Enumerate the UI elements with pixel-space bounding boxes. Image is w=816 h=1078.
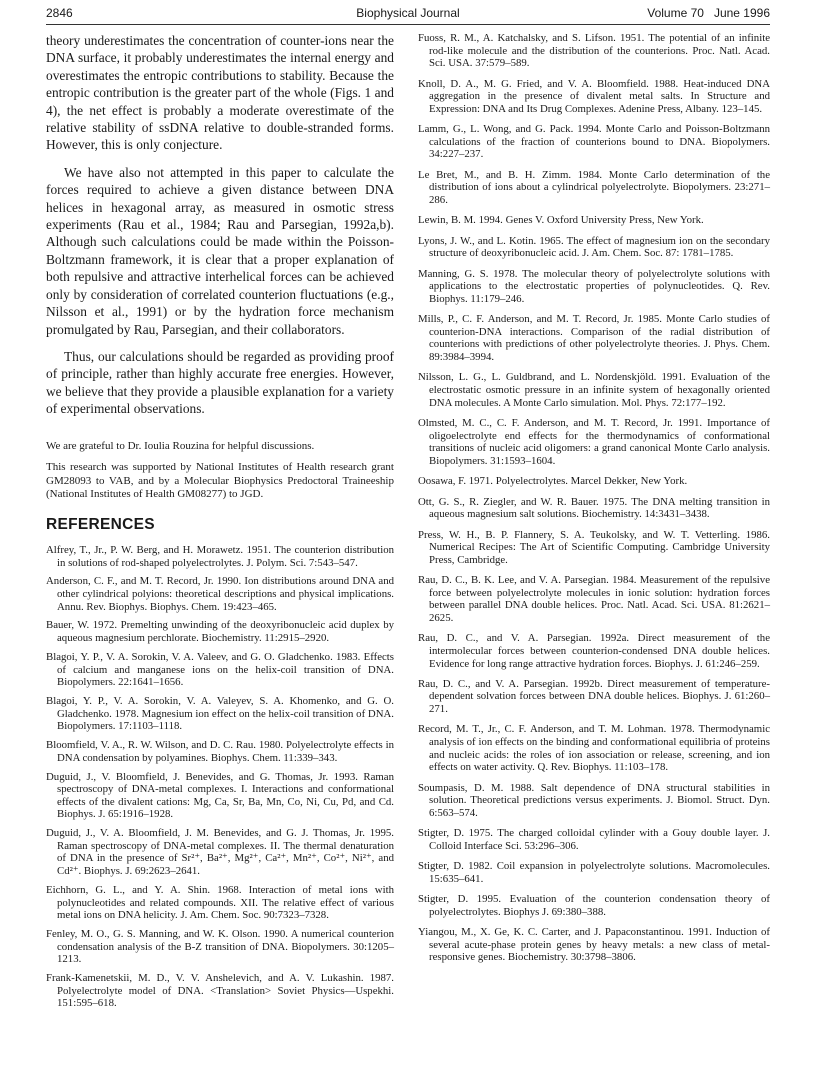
reference-entry: Nilsson, L. G., L. Guldbrand, and L. Nordenskjöld. 1991. Evaluation of the electrostatic osmotic pressure in an infinite system of hexagonally oriented DNA molecules. A Monte Carlo simulation. Mol. Phys. 72:177–192. [418, 371, 770, 409]
reference-entry: Ott, G. S., R. Ziegler, and W. R. Bauer. 1975. The DNA melting transition in aqueous magnesium salt solutions. Biochemistry. 14:3431–3438. [418, 495, 770, 521]
reference-entry: Duguid, J., V. Bloomfield, J. Benevides, and G. Thomas, Jr. 1993. Raman spectroscopy of DNA-metal complexes. I. Interactions and conformational effects of the divalent cations: Mg, Ca, Sr, Ba, Mn, Co, Ni, Cu, Pd, and Cd. Biophys. J. 65:1916–1928. [46, 770, 394, 821]
reference-entry: Stigter, D. 1982. Coil expansion in polyelectrolyte solutions. Macromolecules. 15:635–641. [418, 860, 770, 885]
reference-entry: Stigter, D. 1975. The charged colloidal cylinder with a Gouy double layer. J. Colloid Interface Sci. 53:296–306. [418, 827, 770, 852]
reference-entry: Blagoi, Y. P., V. A. Sorokin, V. A. Valeev, and G. O. Gladchenko. 1983. Effects of calcium and manganese ions on the helix-coil transition of DNA. Biopolymers. 22:1641–1656. [46, 650, 394, 689]
reference-entry: Press, W. H., B. P. Flannery, S. A. Teukolsky, and W. T. Vetterling. 1986. Numerical Recipes: The Art of Scientific Computing. Cambridge University Press, Cambridge. [418, 528, 770, 566]
reference-entry: Alfrey, T., Jr., P. W. Berg, and H. Morawetz. 1951. The counterion distribution in solutions of rod-shaped polyelectrolytes. J. Polym. Sci. 7:543–547. [46, 543, 394, 569]
reference-entry: Rau, D. C., and V. A. Parsegian. 1992a. Direct measurement of the intermolecular forces between counterion-condensed DNA double helices. Evidence for long range attractive hydration forces. Biophys. J. 61:246–259. [418, 632, 770, 670]
reference-entry: Lewin, B. M. 1994. Genes V. Oxford University Press, New York. [418, 214, 704, 227]
reference-entry: Manning, G. S. 1978. The molecular theory of polyelectrolyte solutions with applications to the electrostatic properties of polynucleotides. Q. Rev. Biophys. 11:179–246. [418, 267, 770, 305]
reference-entry: Le Bret, M., and B. H. Zimm. 1984. Monte Carlo determination of the distribution of ions about a cylindrical polyelectrolyte. Biopolymers. 23:271–286. [418, 168, 770, 206]
reference-entry: Knoll, D. A., M. G. Fried, and V. A. Bloomfield. 1988. Heat-induced DNA aggregation in the presence of divalent metal salts. In Structure and Expression: DNA and Its Drug Complexes. Adenine Press, Albany. 123–145. [418, 77, 770, 115]
reference-entry: Fuoss, R. M., A. Katchalsky, and S. Lifson. 1951. The potential of an infinite rod-like molecule and the distribution of the counterions. Proc. Natl. Acad. Sci. USA. 37:579–589. [418, 32, 770, 70]
reference-entry: Yiangou, M., X. Ge, K. C. Carter, and J. Papaconstantinou. 1991. Induction of several acute-phase protein genes by heavy metals: a new class of metal-responsive genes. Biochemistry. 30:3798–3806. [418, 926, 770, 964]
right-column [418, 32, 770, 972]
references-list-right [418, 32, 770, 964]
references-list-left [46, 544, 394, 1010]
body-paragraph: We have also not attempted in this paper to calculate the forces required to achieve a given distance between DNA helices in hexagonal array, as measured in osmotic stress experiments (Rau et al., 1984; Rau and Parsegian, 1992a,b). Although such calculations could be made within the Poisson-Boltzmann framework, it is clear that a proper explanation of both repulsive and attractive interhelical forces can be achieved only by consideration of correlated counterion fluctuations (e.g., Nilsson et al., 1991) or by the hydration force mechanism promulgated by Rau, Parsegian, and their collaborators. [46, 164, 394, 337]
reference-entry: Rau, D. C., and V. A. Parsegian. 1992b. Direct measurement of temperature-dependent solvation forces between DNA double helices. Biophys. J. 61:260–271. [418, 677, 770, 716]
reference-entry: Bauer, W. 1972. Premelting unwinding of the deoxyribonucleic acid duplex by aqueous magnesium perchlorate. Biochemistry. 11:2915–2920. [46, 619, 394, 645]
reference-entry: Eichhorn, G. L., and Y. A. Shin. 1968. Interaction of metal ions with polynucleotides and related compounds. XII. The relative effect of various metal ions on DNA helicity. J. Am. Chem. Soc. 90:7323–7328. [46, 883, 394, 922]
reference-entry: Frank-Kamenetskii, M. D., V. V. Anshelevich, and A. V. Lukashin. 1987. Polyelectrolyte model of DNA. <Translation> Soviet Physics—Uspekhi. 151:595–618. [46, 972, 394, 1010]
references-heading: REFERENCES [46, 515, 155, 533]
reference-entry: Bloomfield, V. A., R. W. Wilson, and D. C. Rau. 1980. Polyelectrolyte effects in DNA condensation by polyamines. Biophys. Chem. 11:339–343. [46, 739, 394, 764]
acknowledgment: We are grateful to Dr. Ioulia Rouzina for helpful discussions. [46, 439, 315, 452]
reference-entry: Record, M. T., Jr., C. F. Anderson, and T. M. Lohman. 1978. Thermodynamic analysis of ion effects on the binding and conformational equilibria of proteins and nucleic acids: the roles of ion association or release, screening, and ion effects on water activity. Q. Rev. Biophys. 11:103–178. [418, 723, 770, 774]
reference-entry: Lyons, J. W., and L. Kotin. 1965. The effect of magnesium ion on the secondary structure of deoxyribonucleic acid. J. Am. Chem. Soc. 87: 1781–1785. [418, 234, 770, 260]
reference-entry: Anderson, C. F., and M. T. Record, Jr. 1990. Ion distributions around DNA and other cylindrical polyions: theoretical descriptions and physical implications. Annu. Rev. Biophys. Biophys. Chem. 19:423–465. [46, 575, 394, 613]
reference-entry: Oosawa, F. 1971. Polyelectrolytes. Marcel Dekker, New York. [418, 475, 688, 488]
volume-date: Volume 70 June 1996 [647, 6, 770, 20]
reference-entry: Stigter, D. 1995. Evaluation of the counterion condensation theory of polyelectrolytes. Biophys J. 69:380–388. [418, 893, 770, 918]
reference-entry: Fenley, M. O., G. S. Manning, and W. K. Olson. 1990. A numerical counterion condensation analysis of the B-Z transition of DNA. Biopolymers. 30:1205–1213. [46, 928, 394, 966]
funding-note: This research was supported by National Institutes of Health research grant GM28093 to VAB, and by a Molecular Biophysics Predoctoral Traineeship (National Institutes of Health GM08277) to JGD. [46, 461, 394, 501]
page-number: 2846 [46, 6, 73, 20]
reference-entry: Soumpasis, D. M. 1988. Salt dependence of DNA structural stabilities in solution. Theoretical predictions versus experiments. J. Biomol. Struct. Dyn. 6:563–574. [418, 781, 770, 819]
body-paragraph: theory underestimates the concentration of counter-ions near the DNA surface, it probably underestimates the internal energy and overestimates the entropic contributions to stability. Because the entropic contribution is the greater part of the whole (Figs. 1 and 4), the net effect is probably a moderate overestimate of the relative stability of ssDNA relative to double-stranded forms. However, this is only conjecture. [46, 33, 394, 153]
reference-entry: Blagoi, Y. P., V. A. Sorokin, V. A. Valeyev, S. A. Khomenko, and G. O. Gladchenko. 1978. Magnesium ion effect on the helix-coil transition of DNA. Biopolymers. 17:1103–1118. [46, 695, 394, 733]
header-rule [46, 24, 770, 25]
left-column [46, 32, 394, 1016]
running-header [46, 6, 770, 22]
reference-entry: Lamm, G., L. Wong, and G. Pack. 1994. Monte Carlo and Poisson-Boltzmann calculations of the fraction of counterions bound to DNA. Biopolymers. 34:227–237. [418, 123, 770, 161]
body-paragraph: Thus, our calculations should be regarded as providing proof of principle, rather than highly accurate free energies. However, we believe that they provide a plausible explanation for a variety of experimental observations. [46, 348, 394, 417]
reference-entry: Olmsted, M. C., C. F. Anderson, and M. T. Record, Jr. 1991. Importance of oligoelectrolyte end effects for the thermodynamics of conformational transitions of nucleic acid oligomers: a grand canonical Monte Carlo analysis. Biopolymers. 31:1593–1604. [418, 417, 770, 467]
reference-entry: Mills, P., C. F. Anderson, and M. T. Record, Jr. 1985. Monte Carlo studies of counterion-DNA interactions. Comparison of the radial distribution of counterions with predictions of other polyelectrolyte theories. J. Phys. Chem. 89:3984–3994. [418, 313, 770, 364]
journal-name: Biophysical Journal [356, 6, 460, 20]
reference-entry: Rau, D. C., B. K. Lee, and V. A. Parsegian. 1984. Measurement of the repulsive force between polyelectrolyte molecules in ionic solution: hydration forces between parallel DNA double helices. Proc. Natl. Acad. Sci. USA. 81:2621–2625. [418, 574, 770, 624]
reference-entry: Duguid, J., V. A. Bloomfield, J. M. Benevides, and G. J. Thomas, Jr. 1995. Raman spectroscopy of DNA-metal complexes. II. The thermal denaturation of DNA in the presence of Sr²⁺, Ba²⁺, Mg²⁺, Ca²⁺, Mn²⁺, Co²⁺, Ni²⁺, and Cd²⁺. Biophys. J. 69:2623–2641. [46, 827, 394, 878]
